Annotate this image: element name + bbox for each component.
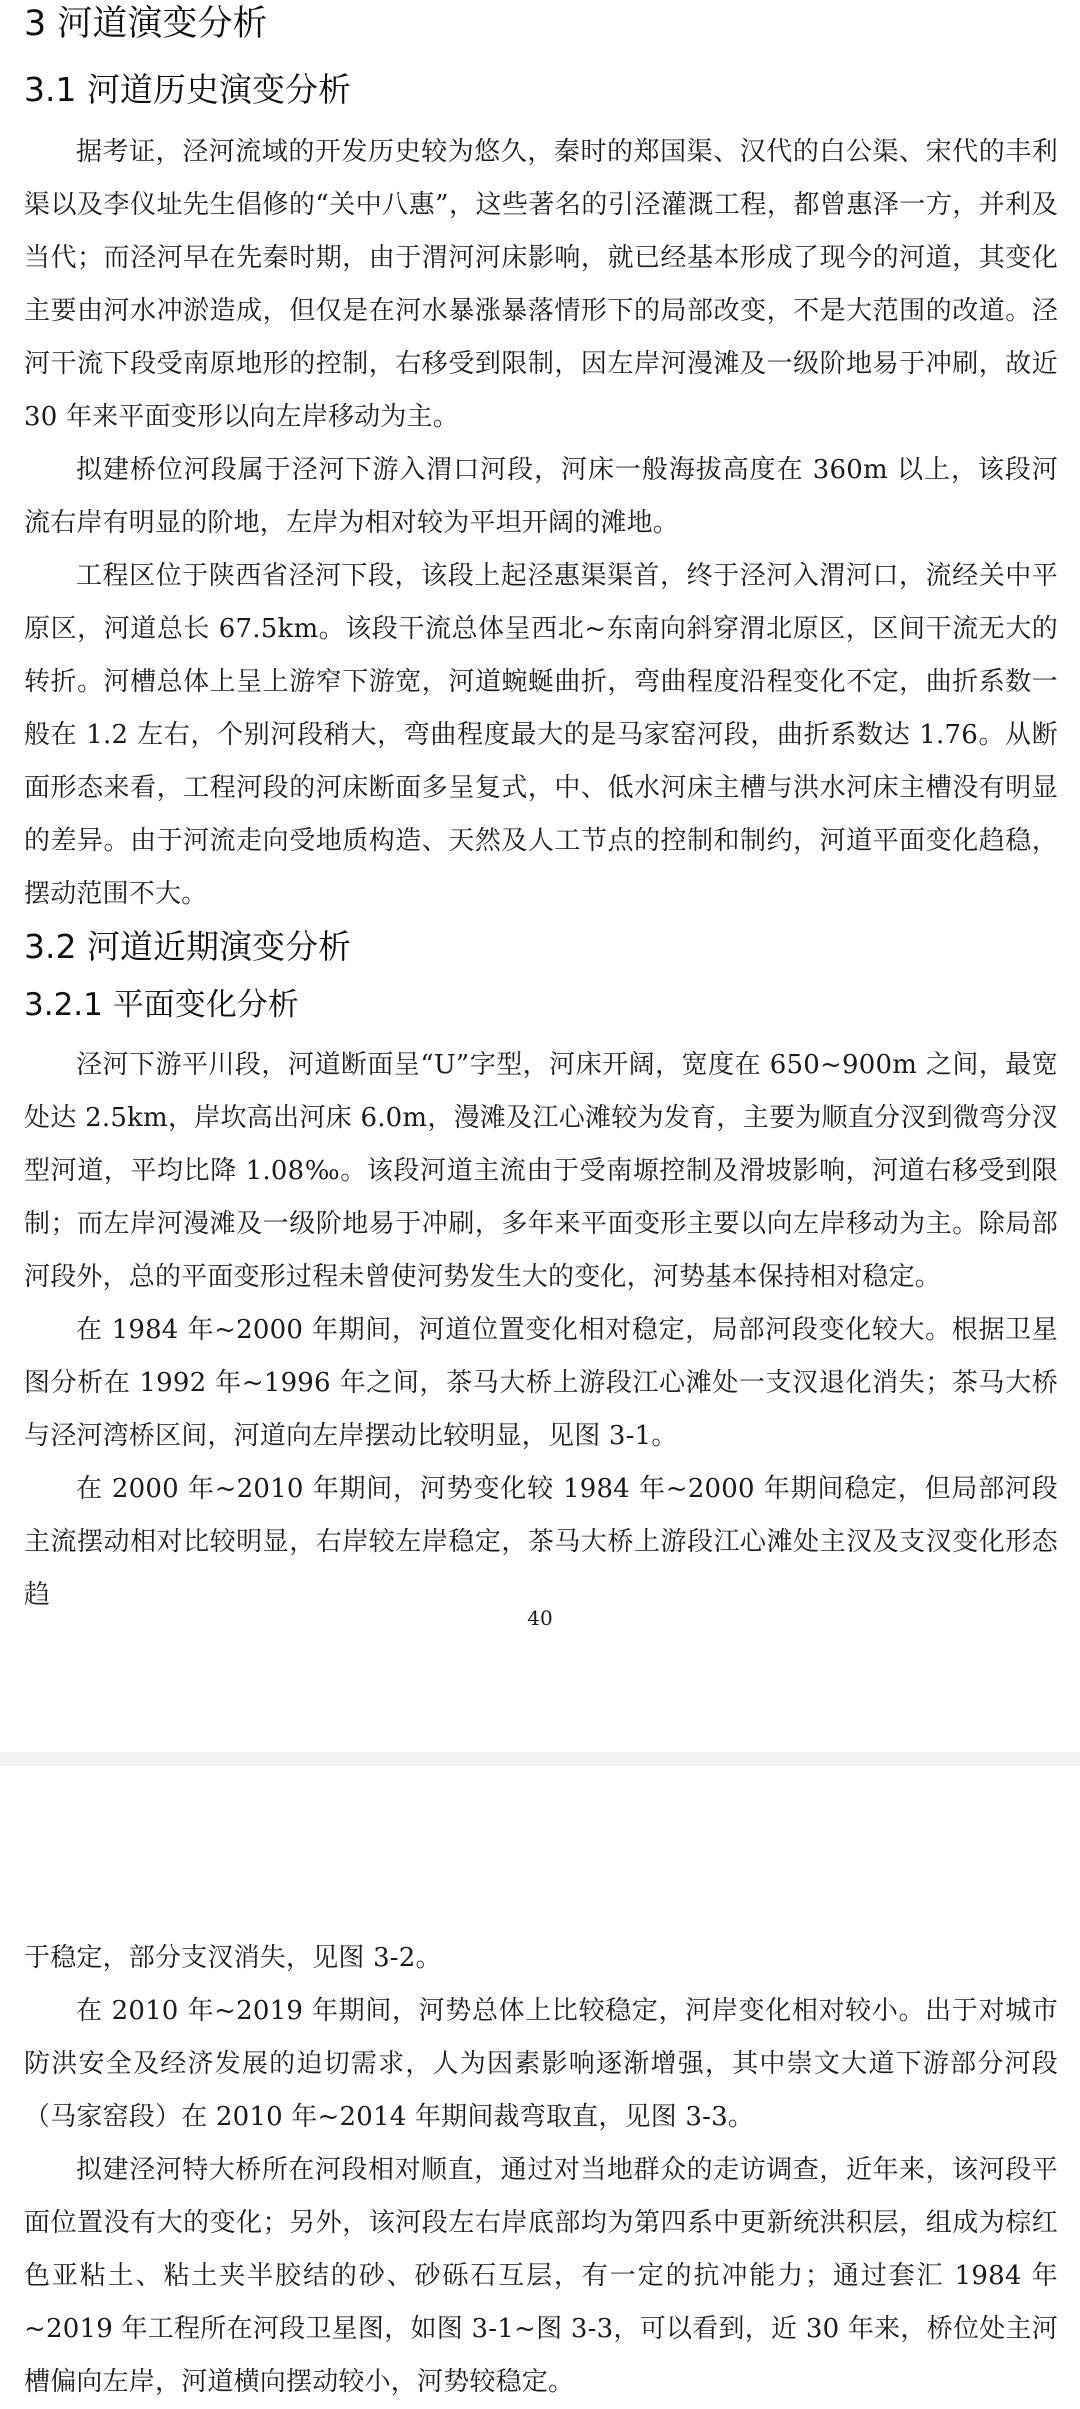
paragraph: 拟建桥位河段属于泾河下游入渭口河段，河床一般海拔高度在 360m 以上，该段河流右岸有明显的阶地，左岸为相对较为平坦开阔的滩地。 [24, 455, 1058, 538]
paragraph: 泾河下游平川段，河道断面呈“U”字型，河床开阔，宽度在 650~900m 之间，最宽处达 2.5km，岸坎高出河床 6.0m，漫滩及江心滩较为发育，主要为顺直分汊到微弯分汊型河道，平均比降 1.08‰。该段河道主流由于受南塬控制及滑坡影响，河道右移受到限制；而左岸河漫滩及一级阶地易于冲刷，多年来平面变形主要以向左岸移动为主。除局部河段外，总的平面变形过程未曾使河势发生大的变化，河势基本保持相对稳定。 [24, 1050, 1058, 1292]
paragraph: 在 2000 年~2010 年期间，河势变化较 1984 年~2000 年期间稳定，但局部河段主流摆动相对比较明显，右岸较左岸稳定，茶马大桥上游段江心滩处主汊及支汊变化形态趋 [24, 1474, 1058, 1610]
page-1-content [24, 0, 1058, 1622]
paragraph: 拟建泾河特大桥所在河段相对顺直，通过对当地群众的走访调查，近年来，该河段平面位置没有大的变化；另外，该河段左右岸底部均为第四系中更新统洪积层，组成为棕红色亚粘土、粘土夹半胶结的砂、砂砾石互层，有一定的抗冲能力；通过套汇 1984 年~2019 年工程所在河段卫星图，如图 3-1~图 3-3，可以看到，近 30 年来，桥位处主河槽偏向左岸，河道横向摆动较小，河势较稳定。 [24, 2155, 1058, 2397]
paragraph: 在 2010 年~2019 年期间，河势总体上比较稳定，河岸变化相对较小。出于对城市防洪安全及经济发展的迫切需求，人为因素影响逐渐增强，其中崇文大道下游部分河段（马家窑段）在 2010 年~2014 年期间裁弯取直，见图 3-3。 [24, 1996, 1058, 2132]
paragraph-continuation: 于稳定，部分支汊消失，见图 3-2。 [24, 1943, 442, 1973]
paragraph: 在 1984 年~2000 年期间，河道位置变化相对稳定，局部河段变化较大。根据卫星图分析在 1992 年~1996 年之间，茶马大桥上游段江心滩处一支汊退化消失；茶马大桥与泾河湾桥区间，河道向左岸摆动比较明显，见图 3-1。 [24, 1315, 1058, 1451]
page-separator [0, 1752, 1080, 1766]
section-heading-3-1: 3.1 河道历史演变分析 [24, 70, 351, 109]
paragraph: 据考证，泾河流域的开发历史较为悠久，秦时的郑国渠、汉代的白公渠、宋代的丰利渠以及李仪址先生倡修的“关中八惠”，这些著名的引泾灌溉工程，都曾惠泽一方，并利及当代；而泾河早在先秦时期，由于渭河河床影响，就已经基本形成了现今的河道，其变化主要由河水冲淤造成，但仅是在河水暴涨暴落情形下的局部改变，不是大范围的改道。泾河干流下段受南原地形的控制，右移受到限制，因左岸河漫滩及一级阶地易于冲刷，故近 30 年来平面变形以向左岸移动为主。 [24, 137, 1058, 432]
chapter-heading: 3 河道演变分析 [24, 4, 268, 44]
page-number: 40 [527, 1606, 553, 1630]
paragraph: 工程区位于陕西省泾河下段，该段上起泾惠渠渠首，终于泾河入渭河口，流经关中平原区，河道总长 67.5km。该段干流总体呈西北~东南向斜穿渭北原区，区间干流无大的转折。河槽总体上呈上游窄下游宽，河道蜿蜒曲折，弯曲程度沿程变化不定，曲折系数一般在 1.2 左右，个别河段稍大，弯曲程度最大的是马家窑河段，曲折系数达 1.76。从断面形态来看，工程河段的河床断面多呈复式，中、低水河床主槽与洪水河床主槽没有明显的差异。由于河流走向受地质构造、天然及人工节点的控制和制约，河道平面变化趋稳，摆动范围不大。 [24, 561, 1058, 909]
section-heading-3-2: 3.2 河道近期演变分析 [24, 927, 351, 966]
subsection-heading-3-2-1: 3.2.1 平面变化分析 [24, 987, 299, 1023]
page-2-content [24, 1766, 1058, 2409]
document-page-2 [0, 1766, 1080, 2400]
